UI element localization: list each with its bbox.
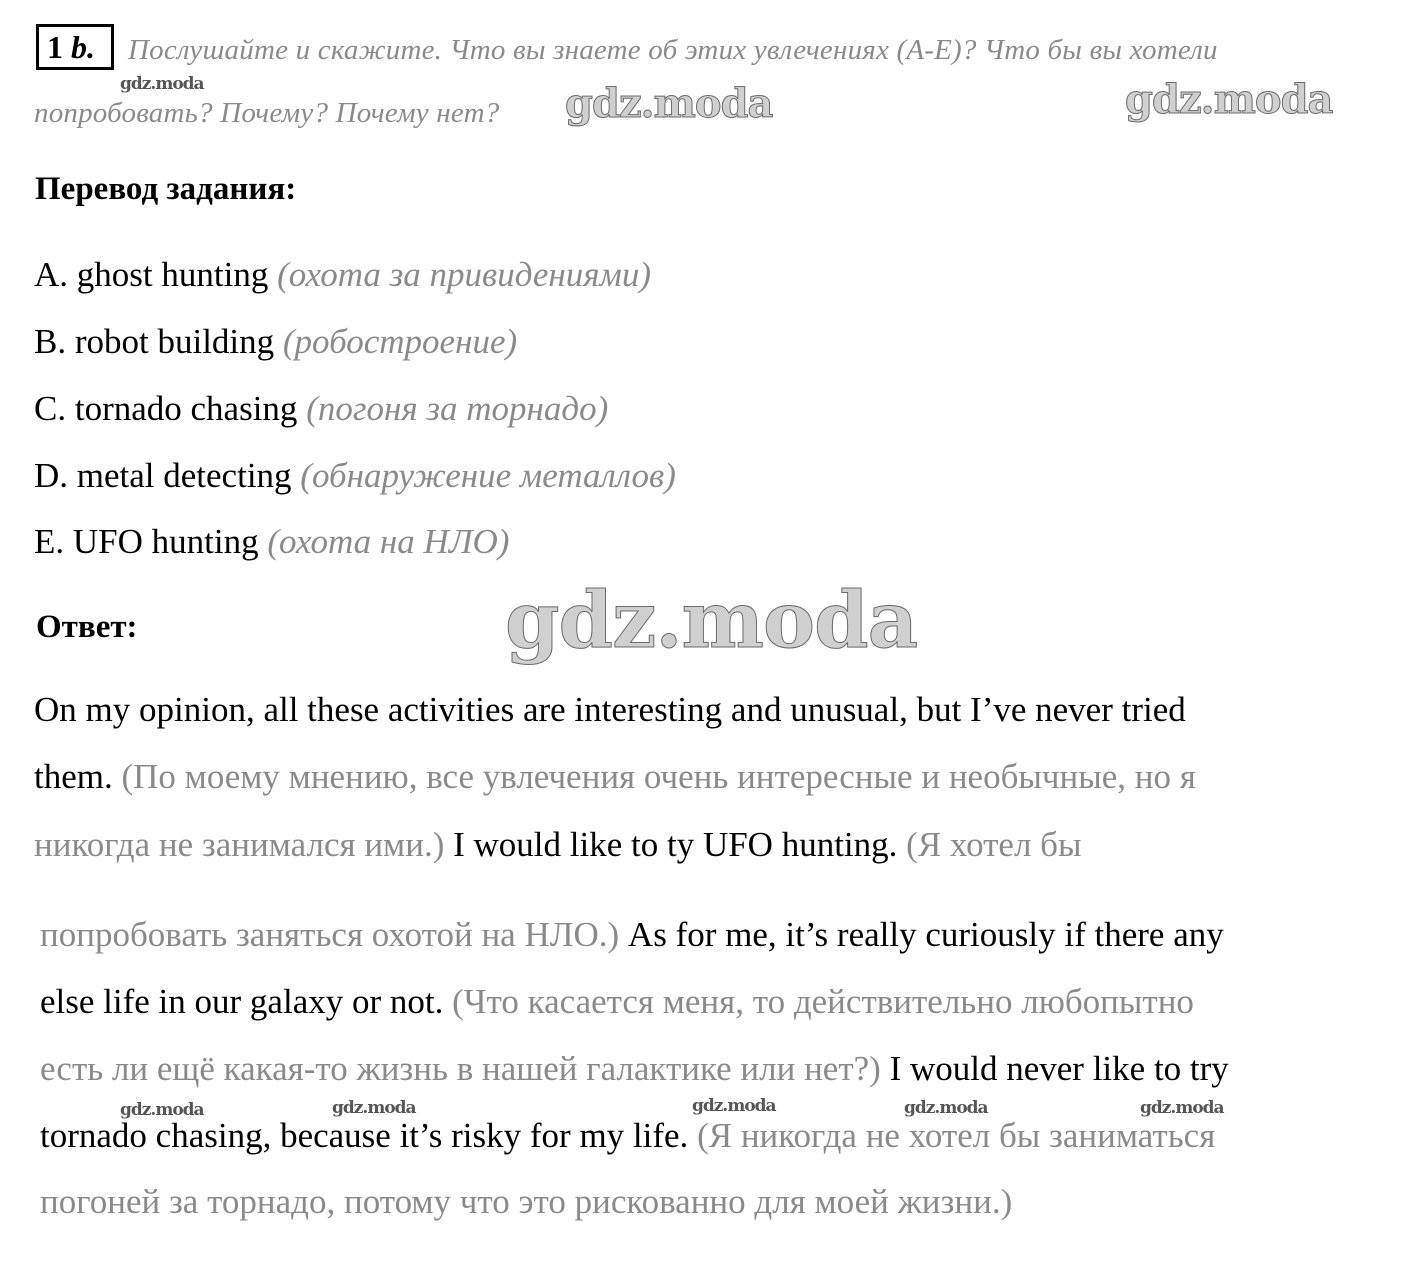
answer-line [40, 915, 1224, 955]
task-letter: b. [71, 29, 95, 65]
task-number-box [36, 24, 114, 70]
answer-russian: (Что касается меня, то действительно любопытно [452, 982, 1194, 1021]
answer-line [34, 757, 1196, 797]
answer-english: tornado chasing, because it’s risky for my life. [40, 1116, 698, 1155]
answer-line [40, 1182, 1012, 1222]
item-english: A. ghost hunting [34, 255, 269, 294]
task-number: 1 [47, 29, 63, 65]
item-translation: (робостроение) [282, 322, 518, 361]
watermark: gdz.moda [1125, 76, 1333, 123]
watermark: gdz.moda [692, 1096, 776, 1116]
item-translation: (обнаружение металлов) [300, 456, 676, 495]
watermark: gdz.moda [120, 1100, 204, 1120]
watermark: gdz.moda [904, 1098, 988, 1118]
list-item [34, 456, 676, 496]
list-item [34, 322, 517, 362]
answer-english: As for me, it’s really curiously if there any [627, 915, 1224, 954]
item-translation: (погоня за торнадо) [306, 389, 609, 428]
answer-english: On my opinion, all these activities are interesting and unusual, but I’ve never tried [34, 690, 1186, 729]
answer-russian: есть ли ещё какая-то жизнь в нашей галактике или нет?) [40, 1049, 890, 1088]
answer-russian: никогда не занимался ими.) [34, 825, 454, 864]
task-instruction-line2: попробовать? Почему? Почему нет? [34, 97, 500, 129]
item-english: B. robot building [34, 322, 275, 361]
watermark: gdz.moda [565, 80, 773, 127]
item-translation: (охота на НЛО) [267, 522, 510, 561]
answer-english: I would never like to try [889, 1049, 1229, 1088]
answer-russian: погоней за торнадо, потому что это рискованно для моей жизни.) [40, 1182, 1013, 1221]
answer-russian: (Я хотел бы [906, 825, 1082, 864]
list-item [34, 255, 651, 295]
answer-english: else life in our galaxy or not. [40, 982, 453, 1021]
item-translation: (охота за привидениями) [277, 255, 652, 294]
item-english: D. metal detecting [34, 456, 292, 495]
item-english: E. UFO hunting [34, 522, 259, 561]
answer-english: I would like to ty UFO hunting. [453, 825, 907, 864]
list-item [34, 522, 509, 562]
answer-heading: Ответ: [36, 609, 138, 645]
answer-line [40, 982, 1194, 1022]
task-instruction-line1: Послушайте и скажите. Что вы знаете об этих увлечениях (A-E)? Что бы вы хотели [128, 34, 1218, 66]
answer-line [40, 1116, 1215, 1156]
answer-line [40, 1049, 1229, 1089]
answer-line [34, 690, 1186, 730]
translation-heading: Перевод задания: [35, 171, 297, 207]
answer-russian: (По моему мнению, все увлечения очень интересные и необычные, но я [121, 757, 1196, 796]
answer-russian: (Я никогда не хотел бы заниматься [697, 1116, 1216, 1155]
item-english: C. tornado chasing [34, 389, 298, 428]
answer-english: them. [34, 757, 122, 796]
answer-line [34, 825, 1082, 865]
watermark: gdz.moda [1140, 1098, 1224, 1118]
watermark: gdz.moda [120, 74, 204, 94]
answer-russian: попробовать заняться охотой на НЛО.) [40, 915, 628, 954]
list-item [34, 389, 608, 429]
watermark: gdz.moda [332, 1098, 416, 1118]
watermark: gdz.moda [505, 575, 918, 666]
